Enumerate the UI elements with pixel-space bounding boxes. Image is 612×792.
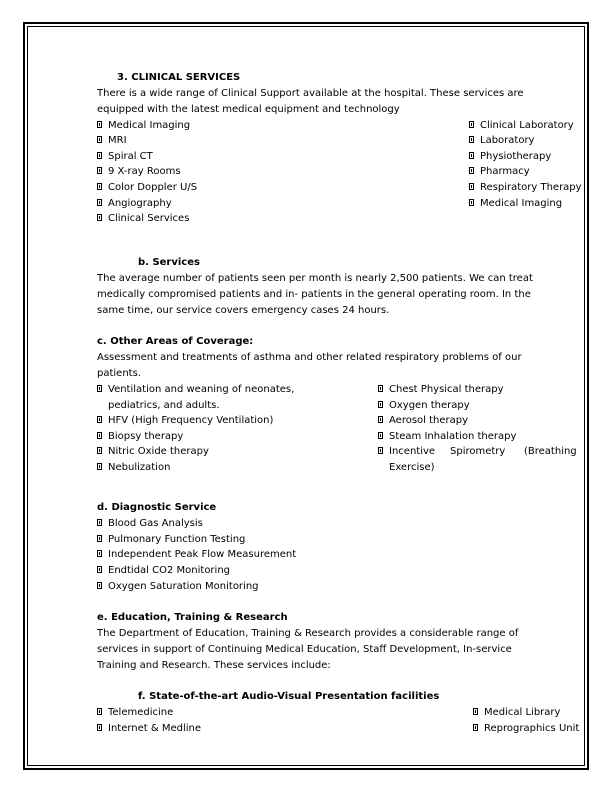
list-item: Clinical Services [97,213,189,225]
list-item-word: (Breathing [524,446,577,457]
education-line-1: The Department of Education, Training & Research provides a considerable range of [97,628,519,639]
bullet-icon [97,535,102,542]
bullet-icon [97,136,102,143]
audiovisual-heading: f. State-of-the-art Audio-Visual Presentation facilities [138,691,440,702]
list-item: Pharmacy [469,166,530,178]
list-item [378,446,389,458]
bullet-icon [97,582,102,589]
bullet-icon [469,167,474,174]
diagnostic-heading: d. Diagnostic Service [97,502,217,513]
list-item: 9 X-ray Rooms [97,166,181,178]
list-item: Endtidal CO2 Monitoring [97,565,230,577]
education-line-3: Training and Research. These services include: [97,660,331,671]
list-item: Biopsy therapy [97,431,183,443]
bullet-icon [97,183,102,190]
bullet-icon [97,214,102,221]
clinical-services-heading: 3. CLINICAL SERVICES [117,72,241,83]
list-item-continuation: pediatrics, and adults. [108,400,220,411]
bullet-icon [97,463,102,470]
list-item: Nebulization [97,462,170,474]
list-item: Pulmonary Function Testing [97,534,245,546]
bullet-icon [97,152,102,159]
services-line-2: medically compromised patients and in- patients in the general operating room. In the [97,289,531,300]
services-line-1: The average number of patients seen per month is nearly 2,500 patients. We can treat [97,273,533,284]
bullet-icon [97,550,102,557]
bullet-icon [97,385,102,392]
bullet-icon [473,724,478,731]
list-item-continuation: Exercise) [389,462,435,473]
bullet-icon [469,136,474,143]
bullet-icon [97,432,102,439]
bullet-icon [97,708,102,715]
bullet-icon [97,416,102,423]
list-item: Medical Imaging [97,120,190,132]
bullet-icon [97,519,102,526]
bullet-icon [97,566,102,573]
bullet-icon [378,385,383,392]
list-item: Angiography [97,198,172,210]
coverage-intro-line-2: patients. [97,368,141,379]
bullet-icon [473,708,478,715]
services-line-3: same time, our service covers emergency cases 24 hours. [97,305,390,316]
clinical-intro-line-1: There is a wide range of Clinical Support available at the hospital. These services are [97,88,524,99]
education-line-2: services in support of Continuing Medical Education, Staff Development, In-service [97,644,512,655]
list-item: Laboratory [469,135,534,147]
services-heading: b. Services [138,257,200,268]
list-item: Oxygen therapy [378,400,470,412]
bullet-icon [469,199,474,206]
bullet-icon [378,447,383,454]
list-item: Nitric Oxide therapy [97,446,209,458]
list-item: Spiral CT [97,151,153,163]
clinical-intro-line-2: equipped with the latest medical equipment and technology [97,104,400,115]
bullet-icon [469,183,474,190]
list-item: HFV (High Frequency Ventilation) [97,415,273,427]
list-item: Respiratory Therapy [469,182,582,194]
list-item: Physiotherapy [469,151,551,163]
list-item: Clinical Laboratory [469,120,574,132]
bullet-icon [469,152,474,159]
list-item: Chest Physical therapy [378,384,504,396]
bullet-icon [97,199,102,206]
list-item: Aerosol therapy [378,415,468,427]
list-item: Independent Peak Flow Measurement [97,549,296,561]
bullet-icon [469,121,474,128]
list-item: MRI [97,135,127,147]
education-heading: e. Education, Training & Research [97,612,288,623]
bullet-icon [378,416,383,423]
list-item: Blood Gas Analysis [97,518,203,530]
bullet-icon [378,401,383,408]
bullet-icon [97,121,102,128]
list-item: Internet & Medline [97,723,201,735]
list-item: Ventilation and weaning of neonates, [97,384,294,396]
list-item: Telemedicine [97,707,173,719]
coverage-heading: c. Other Areas of Coverage: [97,336,254,347]
coverage-intro-line-1: Assessment and treatments of asthma and other related respiratory problems of our [97,352,522,363]
list-item: Steam Inhalation therapy [378,431,516,443]
list-item: Reprographics Unit [473,723,579,735]
list-item: Medical Library [473,707,560,719]
list-item: Color Doppler U/S [97,182,197,194]
bullet-icon [97,447,102,454]
list-item: Medical Imaging [469,198,562,210]
bullet-icon [97,167,102,174]
list-item: Oxygen Saturation Monitoring [97,581,259,593]
bullet-icon [97,724,102,731]
bullet-icon [378,432,383,439]
list-item-word: Incentive [389,446,436,457]
list-item-word: Spirometry [450,446,506,457]
